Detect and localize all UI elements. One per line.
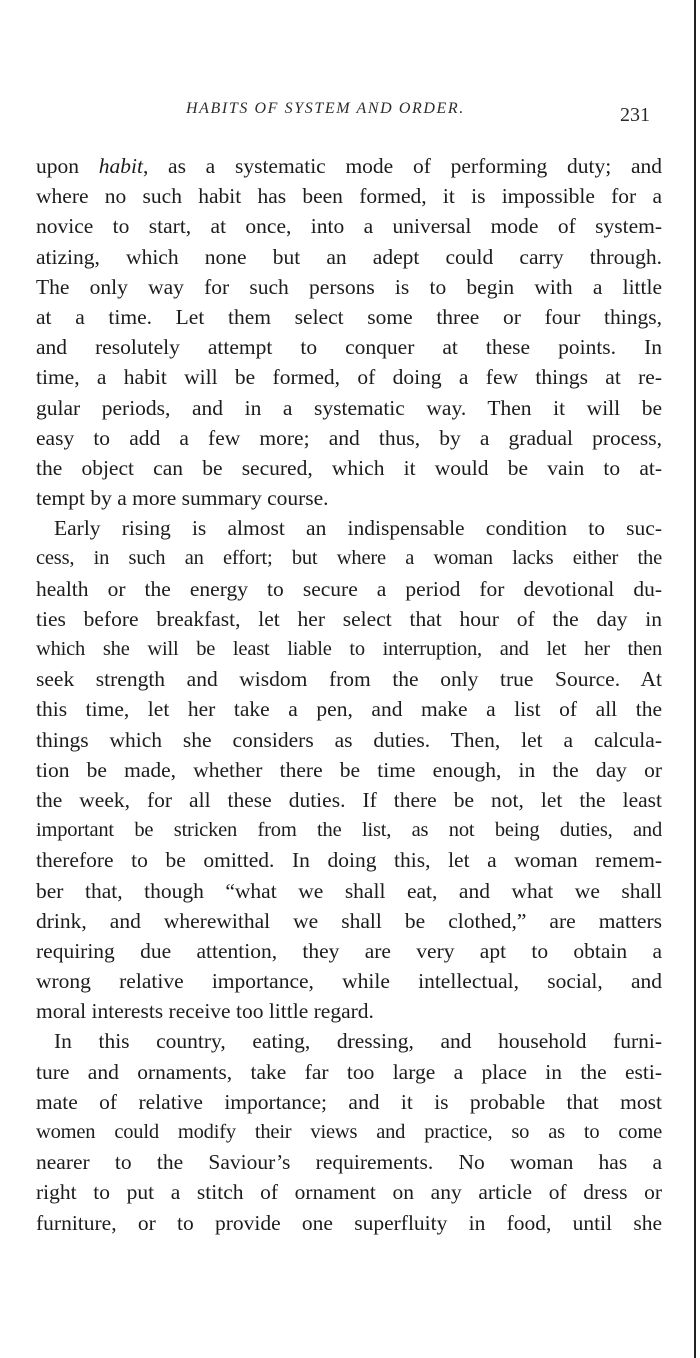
text-line: and resolutely attempt to conquer at these points. In <box>36 335 662 360</box>
text-line: women could modify their views and practice, so as to come <box>36 1121 662 1143</box>
text-line: therefore to be omitted. In doing this, let a woman remem- <box>36 848 662 873</box>
text-line: cess, in such an effort; but where a woman lacks either the <box>36 547 662 570</box>
text-line: novice to start, at once, into a universal mode of system- <box>36 214 662 239</box>
text-line: the week, for all these duties. If there be not, let the least <box>36 787 662 812</box>
text-line: wrong relative importance, while intellectual, social, and <box>36 969 662 994</box>
page-number: 231 <box>620 104 650 126</box>
text-line: ture and ornaments, take far too large a place in the esti- <box>36 1059 662 1084</box>
text-line: nearer to the Saviour’s requirements. No woman has a <box>36 1150 662 1175</box>
text-line: The only way for such persons is to begin with a little <box>36 274 662 299</box>
page-edge <box>694 0 696 1358</box>
text-line: which she will be least liable to interruption, and let her then <box>36 638 662 660</box>
text-line: furniture, or to provide one superfluity in food, until she <box>36 1210 662 1235</box>
text-line: things which she considers as duties. Then, let a calcula- <box>36 727 662 752</box>
emphasized-word: habit <box>98 154 143 178</box>
text-line: tempt by a more summary course. <box>36 486 329 511</box>
text-line: time, a habit will be formed, of doing a few things at re- <box>36 365 662 390</box>
text-line: the object can be secured, which it would be vain to at- <box>36 455 662 480</box>
text-line: ties before breakfast, let her select that hour of the day in <box>36 606 662 631</box>
text-line: health or the energy to secure a period for devotional du- <box>36 576 662 601</box>
text-line: important be stricken from the list, as not being duties, and <box>36 819 662 842</box>
text-line: where no such habit has been formed, it is impossible for a <box>36 184 662 209</box>
text-line: atizing, which none but an adept could carry through. <box>36 244 662 269</box>
text-line: mate of relative importance; and it is probable that most <box>36 1089 662 1114</box>
text-line: tion be made, whether there be time enough, in the day or <box>36 757 662 782</box>
text-line: ber that, though “what we shall eat, and what we shall <box>36 878 662 903</box>
text-line: easy to add a few more; and thus, by a gradual process, <box>36 425 662 450</box>
text-line: drink, and wherewithal we shall be clothed,” are matters <box>36 908 662 933</box>
text-line: at a time. Let them select some three or four things, <box>36 304 662 329</box>
paragraph-first-line: Early rising is almost an indispensable condition to suc- <box>54 516 662 541</box>
text-line: seek strength and wisdom from the only true Source. At <box>36 667 662 692</box>
text-line: upon habit, as a systematic mode of performing duty; and <box>36 154 663 178</box>
body-text <box>36 151 662 1238</box>
text-line: moral interests receive too little regard. <box>36 999 374 1024</box>
running-title: HABITS OF SYSTEM AND ORDER. <box>186 100 465 117</box>
text-line: right to put a stitch of ornament on any article of dress or <box>36 1180 662 1205</box>
paragraph-first-line: In this country, eating, dressing, and household furni- <box>54 1029 662 1054</box>
text-line: gular periods, and in a systematic way. Then it will be <box>36 395 662 420</box>
text-line: this time, let her take a pen, and make a list of all the <box>36 697 662 722</box>
text-line: requiring due attention, they are very apt to obtain a <box>36 938 662 963</box>
